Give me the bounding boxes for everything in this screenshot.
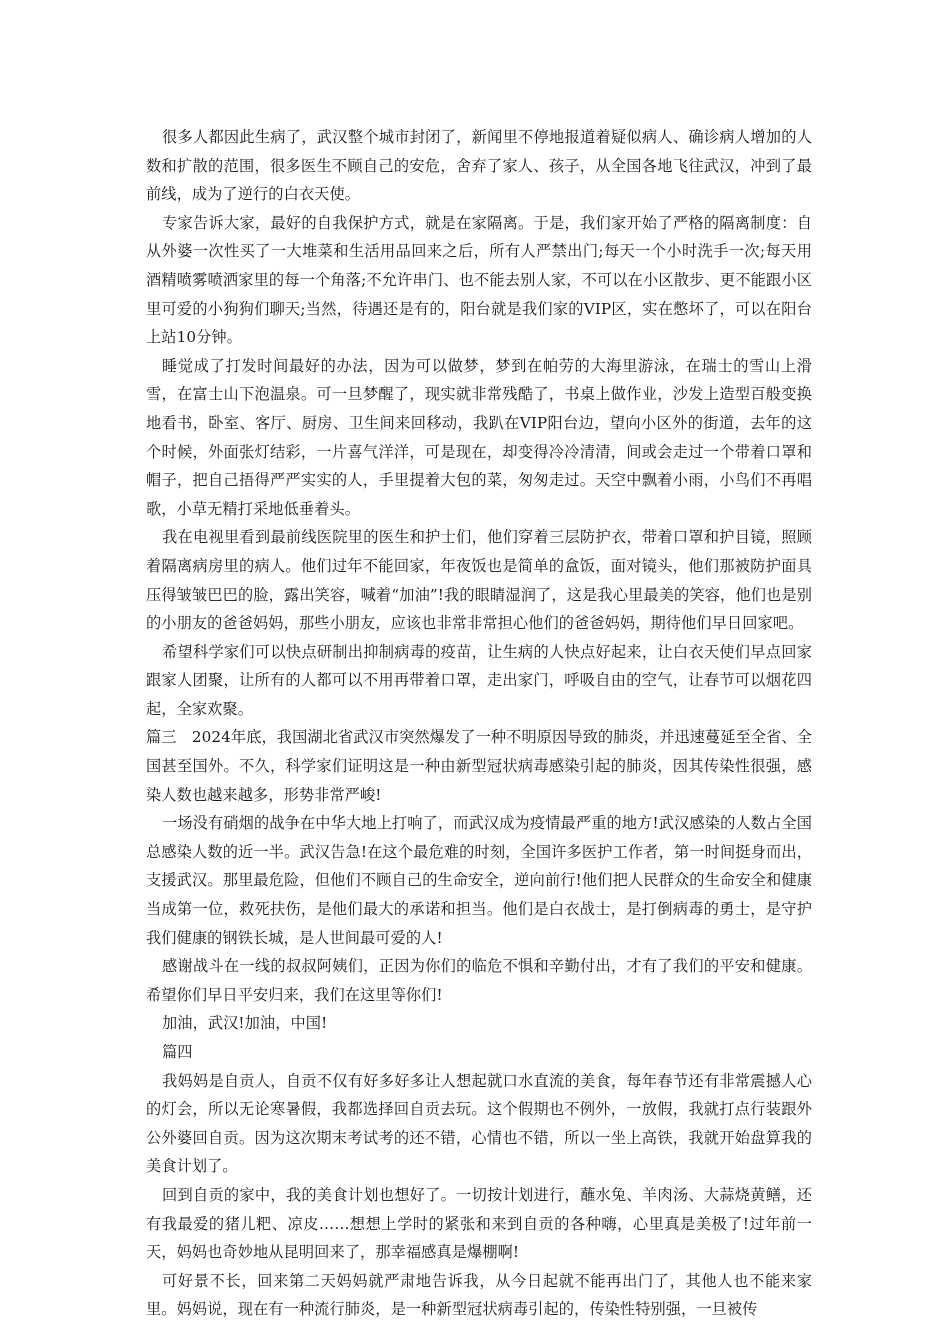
paragraph-4: 我在电视里看到最前线医院里的医生和护士们，他们穿着三层防护衣，带着口罩和护目镜，照顾着隔离病房里的病人。他们过年不能回家，年夜饭也是简单的盒饭，面对镜头，他们那被防护面具压得皱皱巴巴的脸，露出笑容，喊着“加油”!我的眼睛湿润了，这是我心里最美的笑容，他们也是别的小朋友的爸爸妈妈，那些小朋友，应该也非常非常担心他们的爸爸妈妈，期待他们早日回家吧。 [146, 528, 812, 633]
paragraph-3: 睡觉成了打发时间最好的办法，因为可以做梦，梦到在帕劳的大海里游泳，在瑞士的雪山上滑雪，在富士山下泡温泉。可一旦梦醒了，现实就非常残酷了，书桌上做作业，沙发上造型百般变换地看书，卧室、客厅、厨房、卫生间来回移动，我趴在VIP阳台边，望向小区外的街道，去年的这个时候，外面张灯结彩，一片喜气洋洋，可是现在，却变得冷冷清清，间或会走过一个带着口罩和帽子，把自己捂得严严实实的人，手里提着大包的菜，匆匆走过。天空中飘着小雨，小鸟们不再唱歌，小草无精打采地低垂着头。 [146, 356, 812, 518]
paragraph-8: 感谢战斗在一线的叔叔阿姨们，正因为你们的临危不惧和辛勤付出，才有了我们的平安和健康。希望你们早日平安归来，我们在这里等你们! [146, 957, 812, 1004]
paragraph-5: 希望科学家们可以快点研制出抑制病毒的疫苗，让生病的人快点好起来，让白衣天使们早点回家跟家人团聚，让所有的人都可以不用再带着口罩，走出家门，呼吸自由的空气，让春节可以烟花四起，全家欢聚。 [146, 642, 812, 718]
document-page [146, 123, 812, 1324]
section-heading-paragraph: 篇三 2024年底，我国湖北省武汉市突然爆发了一种不明原因导致的肺炎，并迅速蔓延至全省、全国甚至国外。不久，科学家们证明这是一种由新型冠状病毒感染引起的肺炎，因其传染性很强，感染人数也越来越多，形势非常严峻! [146, 728, 812, 804]
paragraph-12: 回到自贡的家中，我的美食计划也想好了。一切按计划进行，蘸水兔、羊肉汤、大蒜烧黄鳝，还有我最爱的猪儿粑、凉皮……想想上学时的紧张和来到自贡的各种嗨，心里真是美极了!过年前一天，妈妈也奇妙地从昆明回来了，那幸福感真是爆棚啊! [146, 1185, 812, 1262]
paragraph-13: 可好景不长，回来第二天妈妈就严肃地告诉我，从今日起就不能再出门了，其他人也不能来家里。妈妈说，现在有一种流行肺炎，是一种新型冠状病毒引起的，传染性特别强，一旦被传 [146, 1271, 812, 1319]
section-heading: 篇四 [162, 1043, 193, 1061]
paragraph-1: 很多人都因此生病了，武汉整个城市封闭了，新闻里不停地报道着疑似病人、确诊病人增加的人数和扩散的范围，很多医生不顾自己的安危，舍弃了家人、孩子，从全国各地飞往武汉，冲到了最前线，成为了逆行的白衣天使。 [146, 128, 812, 204]
paragraph-7: 一场没有硝烟的战争在中华大地上打响了，而武汉成为疫情最严重的地方!武汉感染的人数占全国总感染人数的近一半。武汉告急!在这个最危难的时刻，全国许多医护工作者，第一时间挺身而出，支援武汉。那里最危险，但他们不顾自己的生命安全，逆向前行!他们把人民群众的生命安全和健康当成第一位，救死扶伤，是他们最大的承诺和担当。他们是白衣战士，是打倒病毒的勇士，是守护我们健康的钢铁长城，是人世间最可爱的人! [146, 814, 812, 947]
paragraph-9: 加油，武汉!加油，中国! [162, 1014, 328, 1033]
paragraph-11: 我妈妈是自贡人，自贡不仅有好多好多让人想起就口水直流的美食，每年春节还有非常震撼人心的灯会，所以无论寒暑假，我都选择回自贡去玩。这个假期也不例外，一放假，我就打点行装跟外公外婆回自贡。因为这次期末考试考的还不错，心情也不错，所以一坐上高铁，我就开始盘算我的美食计划了。 [146, 1071, 812, 1176]
paragraph-2: 专家告诉大家，最好的自我保护方式，就是在家隔离。于是，我们家开始了严格的隔离制度：自从外婆一次性买了一大堆菜和生活用品回来之后，所有人严禁出门;每天一个小时洗手一次;每天用酒精喷雾喷洒家里的每一个角落;不允许串门、也不能去别人家，不可以在小区散步、更不能跟小区里可爱的小狗狗们聊天;当然，待遇还是有的，阳台就是我们家的VIP区，实在憋坏了，可以在阳台上站10分钟。 [146, 213, 812, 347]
